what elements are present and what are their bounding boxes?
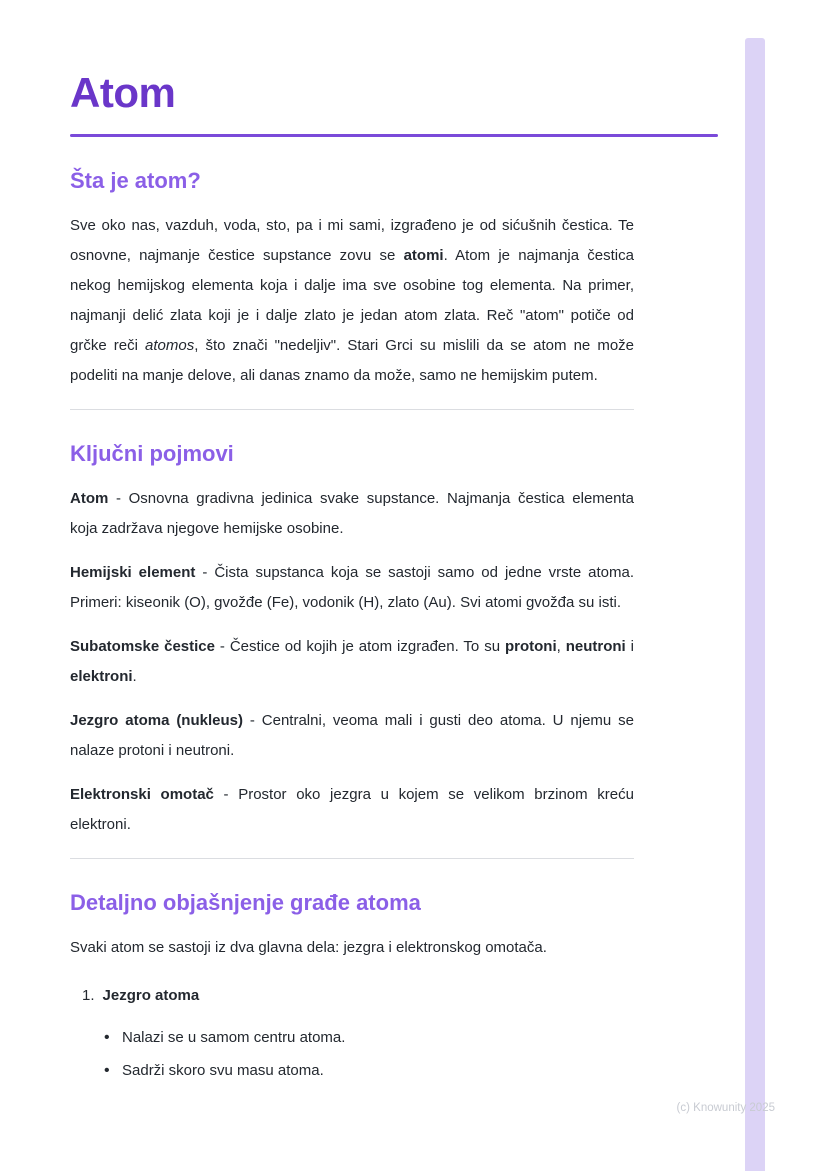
- section-heading-kljucni-pojmovi: Ključni pojmovi: [70, 441, 234, 466]
- page-title: Atom: [70, 69, 176, 116]
- term-hemijski-element: Hemijski element - Čista supstanca koja se sastoji samo od jedne vrste atoma. Primeri: kiseonik (O), gvožđe (Fe), vodonik (H), zlato (Au). Svi atomi gvožđa su isti.: [70, 564, 634, 611]
- section-heading-detaljno-objasnjenje: Detaljno objašnjenje građe atoma: [70, 890, 421, 915]
- copyright-notice: (c) Knowunity 2025: [676, 1102, 775, 1114]
- list-item-number: 1.: [82, 987, 95, 1004]
- document-content: [70, 0, 718, 1087]
- section-divider: [70, 858, 634, 859]
- title-rule: [70, 134, 718, 137]
- paragraph-intro: Sve oko nas, vazduh, voda, sto, pa i mi sami, izgrađeno je od sićušnih čestica. Te osnovne, najmanje čestice supstance zovu se atomi. Atom je najmanja čestica nekog hemijskog elementa koja i dalje ima sve osobine tog elementa. Na primer, najmanji delić zlata koji je i dalje zlato je jedan atom zlata. Reč "atom" potiče od grčke reči atomos, što znači "nedeljiv". Stari Grci su mislili da se atom ne može podeliti na manje delove, ali danas znamo da može, samo ne hemijskim putem.: [70, 217, 635, 384]
- numbered-item-jezgro-atoma: [82, 983, 718, 1009]
- term-subatomske-cestice: Subatomske čestice - Čestice od kojih je atom izgrađen. To su protoni, neutroni i elektroni.: [70, 638, 634, 685]
- section-divider: [70, 409, 634, 410]
- bullet-item: • Sadrži skoro svu masu atoma.: [122, 1054, 610, 1087]
- page-edge-strip: [745, 38, 765, 1171]
- term-atom: Atom - Osnovna gradivna jedinica svake supstance. Najmanja čestica elementa koja zadržava njegove hemijske osobine.: [70, 490, 634, 537]
- bullet-list: [70, 1021, 610, 1087]
- section-heading-sta-je-atom: Šta je atom?: [70, 168, 201, 193]
- paragraph-structure-intro: Svaki atom se sastoji iz dva glavna dela: jezgra i elektronskog omotača.: [70, 939, 547, 956]
- term-elektronski-omotac: Elektronski omotač - Prostor oko jezgra u kojem se velikom brzinom kreću elektroni.: [70, 786, 634, 833]
- list-item-label: Jezgro atoma: [102, 987, 200, 1004]
- term-jezgro-atoma: Jezgro atoma (nukleus) - Centralni, veoma mali i gusti deo atoma. U njemu se nalaze protoni i neutroni.: [70, 712, 634, 759]
- bullet-item: • Nalazi se u samom centru atoma.: [122, 1021, 610, 1054]
